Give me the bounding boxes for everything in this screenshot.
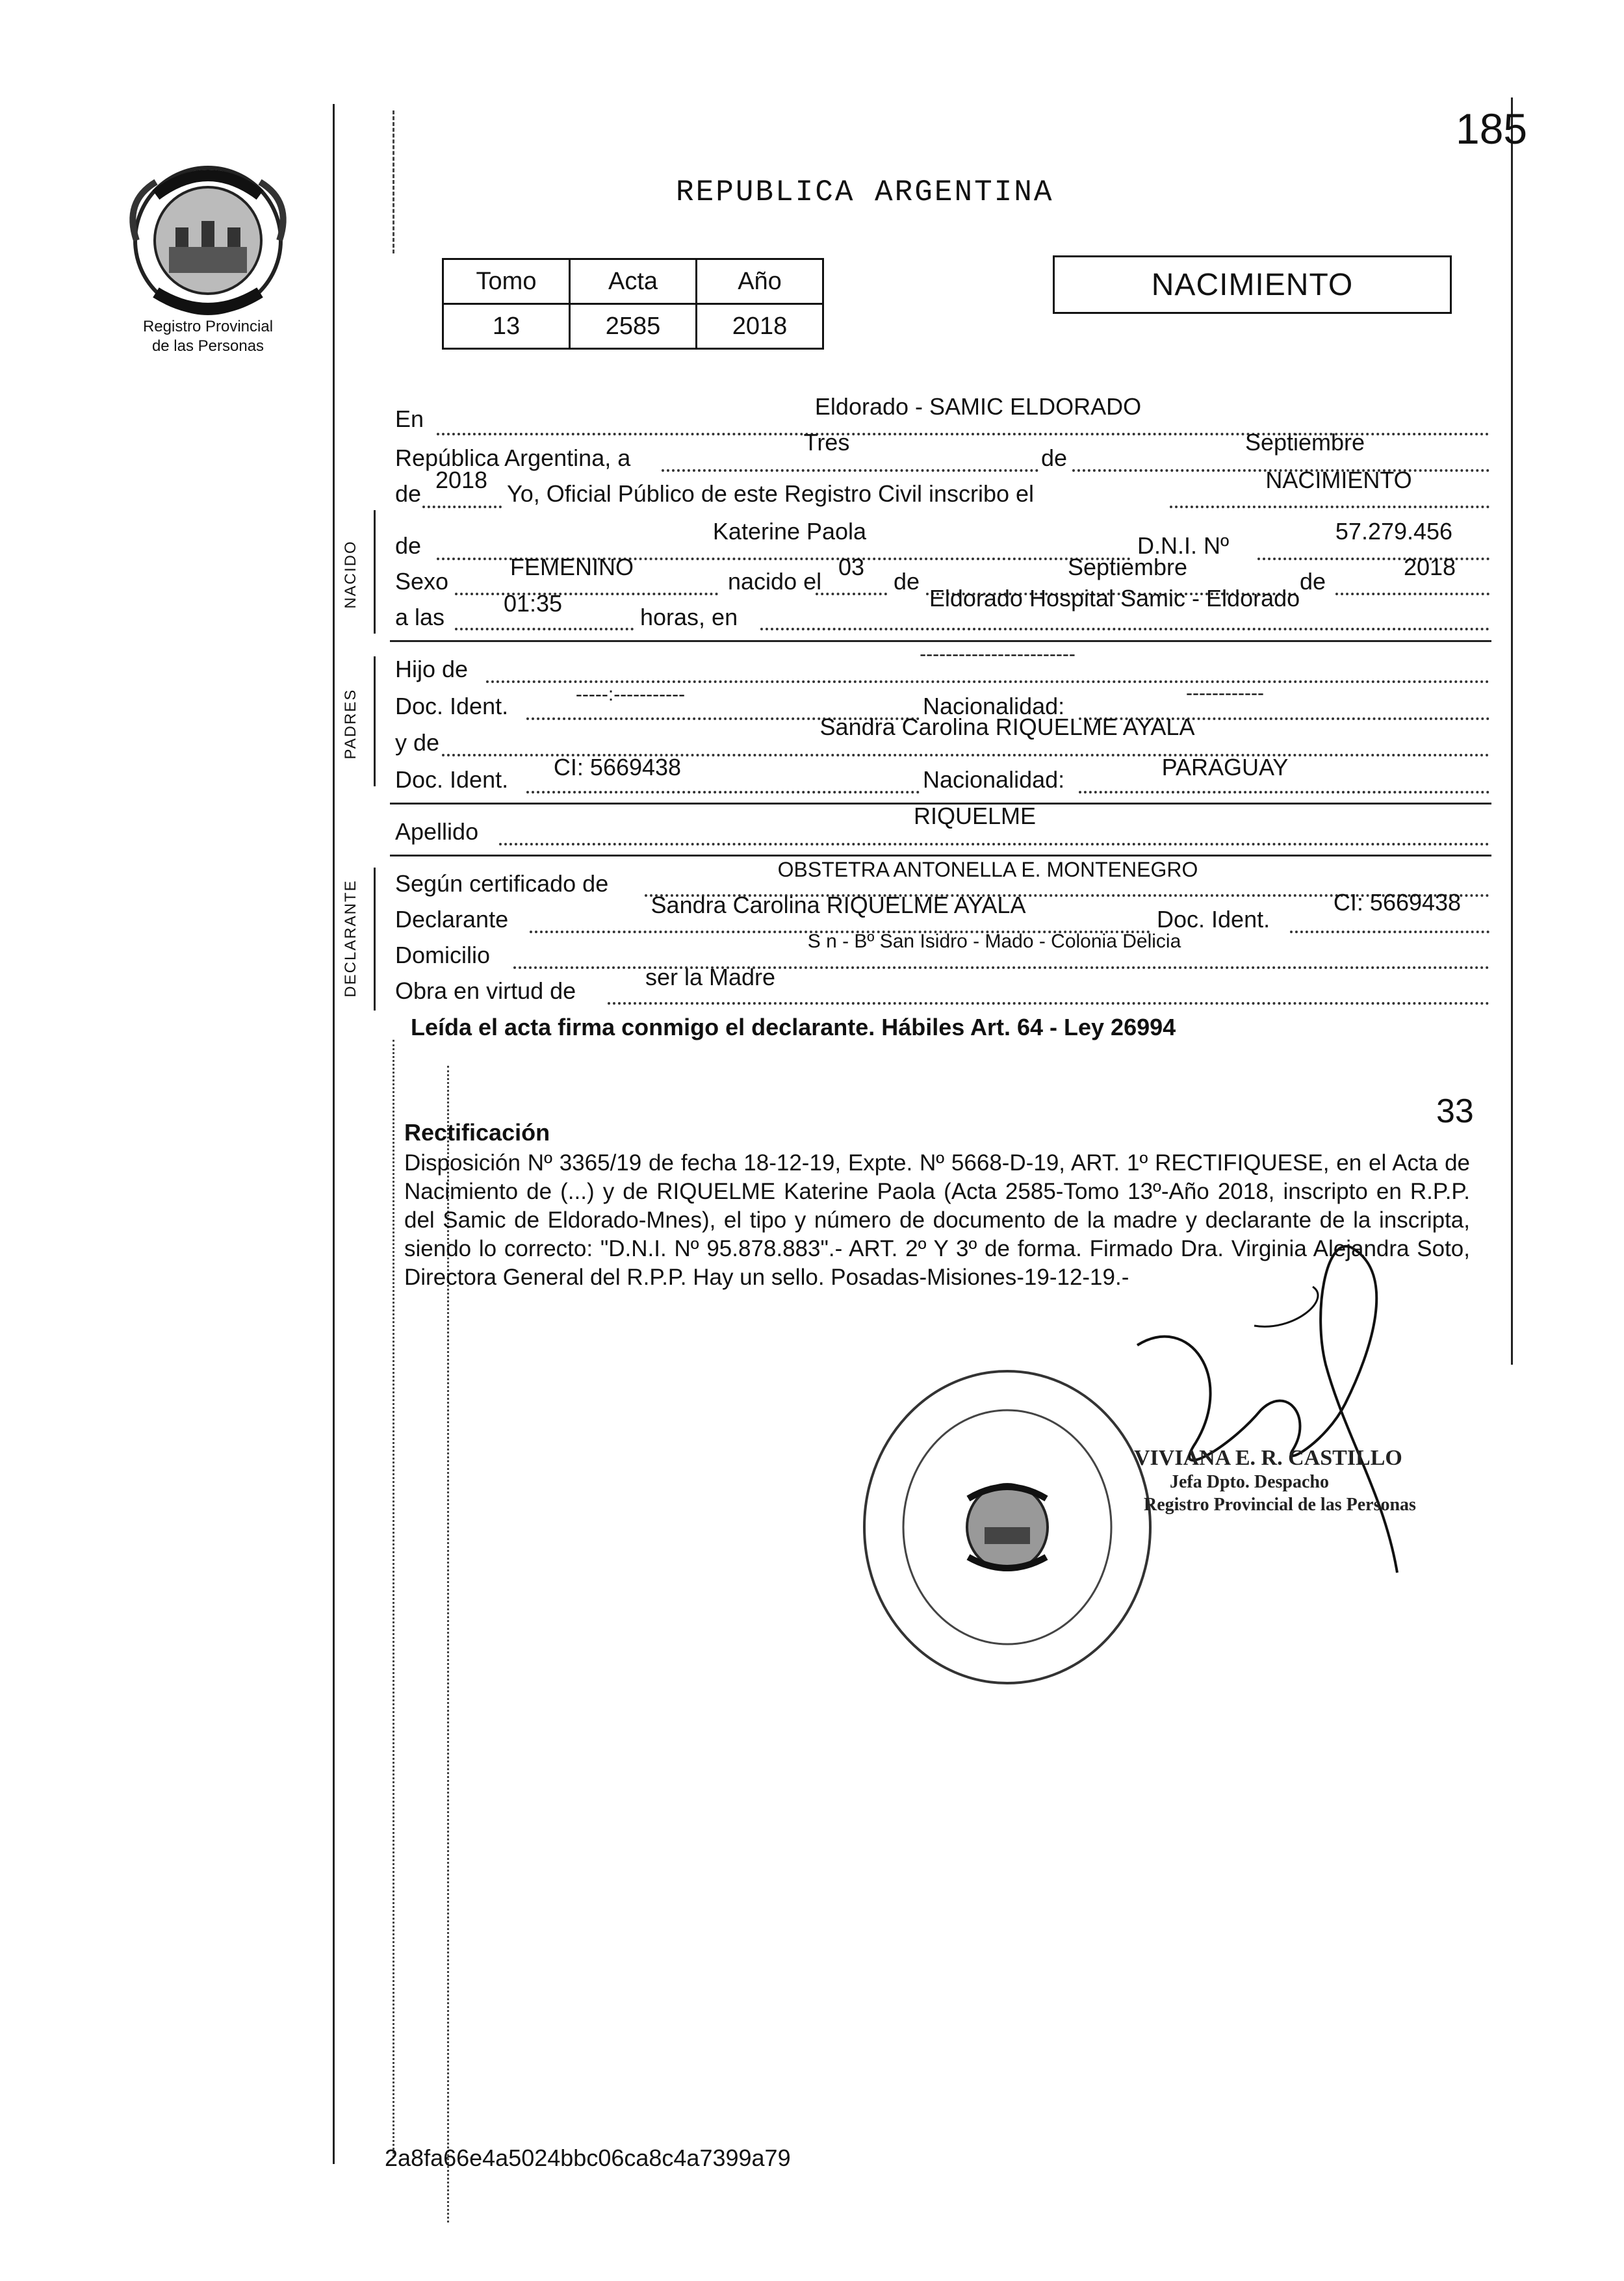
value-birth-month: Septiembre — [1067, 554, 1188, 580]
label-dni: D.N.I. Nº — [1137, 532, 1230, 559]
label-declarante: Declarante — [395, 906, 509, 933]
record-type-box — [1053, 255, 1452, 314]
label-nac1: Nacionalidad: — [923, 693, 1065, 719]
value-declarante: Sandra Carolina RIQUELME AYALA — [651, 892, 1026, 918]
left-margin-line — [333, 104, 335, 2164]
label-y-de: y de — [395, 729, 440, 756]
country-heading: REPUBLICA ARGENTINA — [676, 175, 1054, 209]
value-time: 01:35 — [503, 590, 563, 617]
value-day: Tres — [803, 429, 850, 456]
value-hijo: ------------------------ — [920, 643, 1076, 665]
value-mother: Sandra Carolina RIQUELME AYALA — [819, 714, 1195, 740]
label-obra: Obra en virtud de — [395, 977, 576, 1004]
page-number: 185 — [1456, 105, 1528, 153]
value-dni: 57.279.456 — [1335, 518, 1453, 545]
value-segun: OBSTETRA ANTONELLA E. MONTENEGRO — [777, 858, 1198, 881]
stamp-role-2: Registro Provincial de las Personas — [1144, 1495, 1416, 1515]
label-sexo: Sexo — [395, 568, 449, 595]
value-tomo: 13 — [443, 304, 570, 349]
padres-bracket — [374, 656, 376, 786]
registry-label-1: Registro Provincial — [142, 318, 274, 335]
label-de-name: de — [395, 532, 422, 559]
value-nac2: PARAGUAY — [1161, 754, 1289, 780]
value-sexo: FEMENINO — [509, 554, 634, 580]
rule-nacido — [390, 640, 1491, 642]
dots-inscribo — [1170, 506, 1489, 508]
label-doc-declarante: Doc. Ident. — [1157, 906, 1270, 933]
label-republica: República Argentina, a — [395, 445, 631, 471]
label-hijo: Hijo de — [395, 656, 469, 682]
label-a-las: a las — [395, 604, 445, 630]
label-de-birth-year: de — [1300, 568, 1326, 595]
value-name: Katerine Paola — [712, 518, 867, 545]
value-month: Septiembre — [1244, 429, 1365, 456]
value-en: Eldorado - SAMIC ELDORADO — [814, 393, 1142, 420]
margin-dashes-left — [393, 110, 394, 253]
label-segun: Según certificado de — [395, 870, 609, 897]
declarante-bracket — [374, 868, 376, 1011]
rectificacion-title: Rectificación — [404, 1119, 550, 1146]
signature — [1098, 1235, 1462, 1625]
dots-obra — [608, 1002, 1489, 1005]
value-obra: ser la Madre — [645, 964, 776, 990]
nacido-bracket — [374, 510, 376, 634]
dots-place — [760, 628, 1489, 630]
label-domicilio: Domicilio — [395, 942, 491, 968]
label-nac2: Nacionalidad: — [923, 766, 1065, 793]
label-yo: Yo, Oficial Público de este Registro Civil inscribo el — [507, 480, 1035, 507]
folio-number: 33 — [1436, 1092, 1474, 1130]
header-acta: Acta — [570, 259, 697, 304]
value-domicilio: S n - Bº San Isidro - Mado - Colonia Delicia — [807, 931, 1181, 952]
section-declarante: DECLARANTE — [342, 879, 359, 998]
dots-day — [662, 469, 1038, 472]
header-tomo: Tomo — [443, 259, 570, 304]
label-doc2: Doc. Ident. — [395, 766, 509, 793]
label-de-month: de — [1041, 445, 1068, 471]
province-emblem — [110, 156, 305, 331]
rectificacion-text: Disposición Nº 3365/19 de fecha 18-12-19, Expte. Nº 5668-D-19, ART. 1º RECTIFIQUESE, en el Acta de Nacimiento de (...) y de RIQUELME Katerine Paola (Acta 2585-Tomo 13º-Año 2018, inscripto en R.P.P. del Samic de Eldorado-Mnes), el tipo y número de documento de la madre y declarante de la inscripta, siendo lo correcto: "D.N.I. Nº 95.878.883".- ART. 2º Y 3º de forma. Firmado Dra. Virginia Alejandra Soto, Directora General del R.P.P. Hay un sello. Posadas-Misiones-19-12-19.- — [404, 1150, 1470, 1290]
label-horas-en: horas, en — [640, 604, 738, 630]
record-table — [442, 258, 824, 350]
dots-sexo — [455, 593, 718, 595]
value-year: 2018 — [435, 467, 488, 493]
value-doc1: -----:----------- — [575, 684, 686, 705]
label-nacido-el: nacido el — [728, 568, 822, 595]
value-apellido: RIQUELME — [913, 803, 1037, 829]
stamp-name: VIVIANA E. R. CASTILLO — [1134, 1446, 1402, 1470]
dots-birth-day — [816, 593, 887, 595]
header-anio: Año — [697, 259, 823, 304]
dots-doc2 — [526, 791, 920, 793]
section-padres: PADRES — [342, 688, 359, 760]
label-apellido: Apellido — [395, 818, 479, 845]
dots-apellido — [499, 843, 1489, 845]
dots-year — [422, 506, 502, 508]
dots-doc-declarante — [1290, 931, 1489, 933]
value-nac1: ------------ — [1186, 682, 1264, 704]
label-en: En — [395, 406, 424, 432]
label-de-year: de — [395, 480, 422, 507]
value-birth-day: 03 — [838, 554, 865, 580]
value-doc-declarante: CI: 5669438 — [1333, 889, 1462, 916]
value-birth-year: 2018 — [1403, 554, 1456, 580]
registry-label-2: de las Personas — [151, 337, 264, 355]
section-nacido: NACIDO — [342, 540, 359, 609]
closing-statement: Leída el acta firma conmigo el declarante. Hábiles Art. 64 - Ley 26994 — [411, 1014, 1176, 1040]
value-doc2: CI: 5669438 — [553, 754, 682, 780]
dots-birth-year — [1335, 593, 1489, 595]
dots-nac2 — [1079, 791, 1489, 793]
right-margin-line — [1511, 97, 1513, 1365]
label-de-birth-month: de — [894, 568, 920, 595]
record-type: NACIMIENTO — [1151, 267, 1354, 302]
value-place: Eldorado Hospital Samic - Eldorado — [929, 585, 1300, 612]
document-hash: 2a8fa66e4a5024bbc06ca8c4a7399a79 — [385, 2145, 791, 2171]
dots-time — [455, 628, 634, 630]
value-anio: 2018 — [697, 304, 823, 349]
value-acta: 2585 — [570, 304, 697, 349]
dots-hijo — [486, 680, 1489, 683]
label-doc1: Doc. Ident. — [395, 693, 509, 719]
rule-apellido — [390, 855, 1491, 857]
stamp-role-1: Jefa Dpto. Despacho — [1170, 1472, 1329, 1492]
margin-dashes-inner — [393, 1040, 394, 2158]
value-inscribo: NACIMIENTO — [1265, 467, 1412, 493]
